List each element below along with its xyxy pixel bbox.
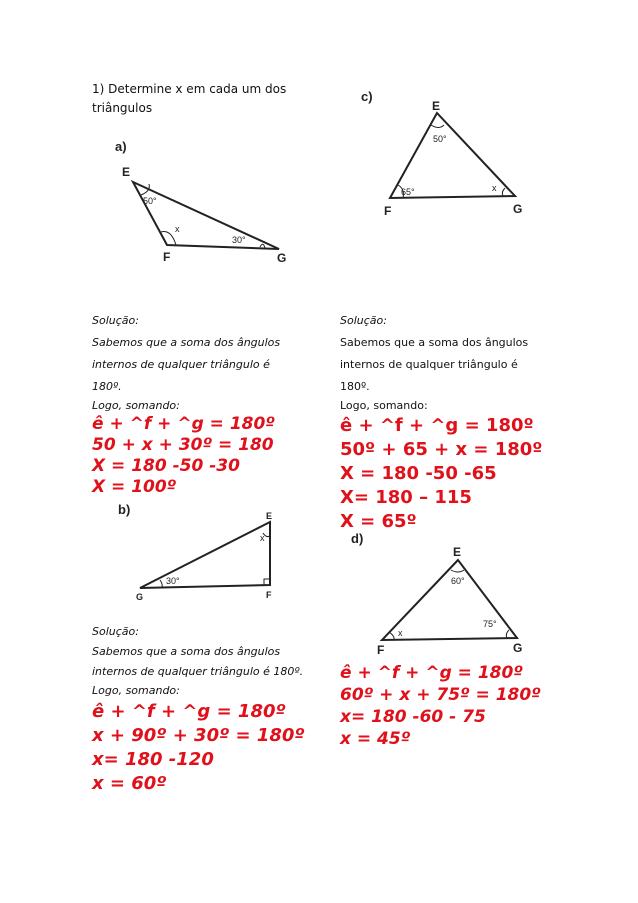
triangle-figure-a — [105, 135, 300, 270]
vertex-g-label: G — [277, 251, 287, 265]
angle-f-label: 65° — [401, 187, 415, 197]
solution-text-line: Logo, somando: — [92, 399, 180, 412]
vertex-f-label: F — [266, 590, 272, 600]
angle-f-label: x — [175, 224, 180, 234]
vertex-e-label: E — [432, 99, 441, 113]
question-text: 1) Determine x em cada um dos triângulos — [92, 82, 287, 115]
solution-text-line: Sabemos que a soma dos ângulos — [92, 336, 281, 349]
equation-line: 50º + 65 + x = 180º — [340, 439, 543, 460]
solution-text-line: Sabemos que a soma dos ângulos — [92, 645, 281, 658]
triangle-figure-d — [345, 528, 530, 658]
vertex-f-label: F — [377, 643, 385, 657]
equation-line: x = 45º — [340, 729, 411, 749]
angle-g-label: 30° — [166, 576, 180, 586]
vertex-e-label: E — [266, 511, 273, 521]
solution-text-line: 180º. — [92, 380, 122, 393]
angle-e-label: 60° — [451, 576, 465, 586]
triangle-figure-c — [355, 85, 535, 225]
equation-line: 50 + x + 30º = 180 — [92, 435, 274, 455]
angle-e-label: x — [260, 533, 265, 543]
solution-label: Solução: — [92, 625, 139, 638]
equation-line: X = 180 -50 -30 — [92, 456, 240, 476]
figure-a-label: a) — [115, 139, 127, 154]
solution-d — [340, 662, 580, 750]
equation-line: X= 180 – 115 — [340, 487, 472, 508]
solution-text-line: Sabemos que a soma dos ângulos — [340, 336, 529, 349]
equation-line: X = 180 -50 -65 — [340, 463, 497, 484]
angle-e-label: 50° — [433, 134, 447, 144]
equation-line: ê + ^f + ^g = 180º — [92, 414, 275, 434]
solution-c — [340, 310, 580, 534]
equation-line: x = 60º — [92, 773, 167, 794]
triangle-figure-b — [110, 500, 290, 605]
vertex-e-label: E — [122, 165, 131, 179]
angle-g-label: 30° — [232, 235, 246, 245]
vertex-f-label: F — [384, 204, 392, 218]
angle-g-label: 75° — [483, 619, 497, 629]
equation-line: ê + ^f + ^g = 180º — [340, 663, 523, 683]
solution-b — [92, 622, 332, 796]
equation-line: X = 100º — [92, 477, 177, 497]
equation-line: X = 65º — [340, 511, 417, 532]
solution-text-line: internos de qualquer triângulo é 180º. — [92, 665, 304, 678]
vertex-g-label: G — [513, 641, 523, 655]
solution-text-line: internos de qualquer triângulo é — [340, 358, 518, 371]
angle-f-label: x — [398, 628, 403, 638]
figure-c-label: c) — [361, 89, 373, 104]
solution-text-line: 180º. — [340, 380, 370, 393]
figure-b-label: b) — [118, 502, 131, 517]
equation-line: x= 180 -60 - 75 — [340, 707, 486, 727]
solution-text-line: Logo, somando: — [340, 399, 428, 412]
solution-label: Solução: — [92, 314, 139, 327]
vertex-g-label: G — [136, 592, 144, 602]
equation-line: 60º + x + 75º = 180º — [340, 685, 541, 705]
solution-text-line: internos de qualquer triângulo é — [92, 358, 270, 371]
angle-e-label: 50° — [143, 196, 157, 206]
solution-a — [92, 310, 322, 498]
equation-line: ê + ^f + ^g = 180º — [92, 701, 286, 722]
solution-text-line: Logo, somando: — [92, 684, 180, 697]
angle-g-label: x — [492, 183, 497, 193]
vertex-f-label: F — [163, 250, 171, 264]
vertex-e-label: E — [453, 545, 462, 559]
figure-d-label: d) — [351, 531, 364, 546]
equation-line: x + 90º + 30º = 180º — [92, 725, 305, 746]
vertex-g-label: G — [513, 202, 523, 216]
solution-label: Solução: — [340, 314, 387, 327]
equation-line: x= 180 -120 — [92, 749, 214, 770]
equation-line: ê + ^f + ^g = 180º — [340, 415, 534, 436]
